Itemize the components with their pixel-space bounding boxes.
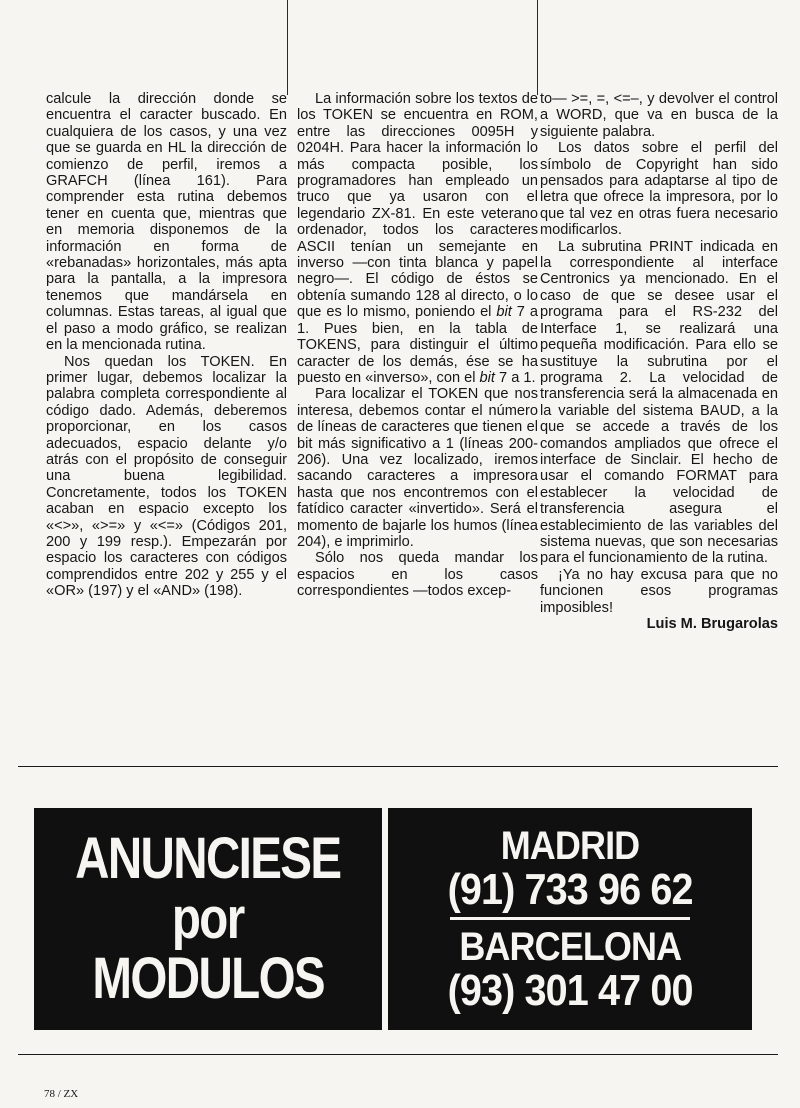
paragraph: Sólo nos queda mandar los espacios en los casos correspondientes —todos excep- (297, 550, 538, 600)
ad-panel-right (388, 808, 752, 1030)
column-rule-right (537, 0, 538, 95)
paragraph: calcule la dirección donde se encuentra el caracter buscado. En cualquiera de los casos, y una vez que se guarda en HL la dirección de comienzo de perfil, iremos a GRAFCH (línea 161). Para comprender esta rutina debemos tener en cuenta que, mientras que en memoria disponemos de la información en forma de «rebanadas» horizontales, más apta para la pantalla, a la impresora tenemos que mandársela en columnas. Estas tareas, al igual que el paso a modo gráfico, se realizan en la mencionada rutina. (46, 91, 287, 354)
text-run: La información sobre los textos de los TOKEN se encuentra en ROM, entre las direcciones 0095H y 0204H. Para hacer la información lo más compacta posible, los programadores han empleado un truco que ya usaron con el legendario ZX-81. En este veterano ordenador, todos los caracteres ASCII tenían un semejante en inverso —con tinta blanca y papel negro—. El código de éstos se obtenía sumando 128 al directo, o lo que es lo mismo, poniendo el (297, 91, 538, 321)
paragraph: ¡Ya no hay excusa para que no funcionen esos programas imposibles! (540, 566, 778, 616)
ad-headline: por (172, 886, 244, 951)
paragraph: to— >=, =, <=–, y devolver el control a WORD, que va en busca de la siguiente palabra. (540, 91, 778, 140)
paragraph: La subrutina PRINT indicada en la correspondiente al interface Centronics ya mencionado. En el caso de que se desee usar el programa para el RS-232 del Interface 1, se realizará una pequeña modificación. Para ello se sustituye la subrutina por el programa 2. La velocidad de transferencia será la almacenada en la variable del sistema BAUD, a la que se accede a través de los comandos ampliados que ofrece el interface de Sinclair. El hecho de usar el comando FORMAT para establecer la velocidad de transferencia asegura el establecimiento de las variables del sistema nuevas, que son necesarias para el funcionamiento de la rutina. (540, 238, 778, 567)
paragraph (297, 91, 538, 386)
ad-phone-madrid: (91) 733 96 62 (447, 864, 693, 914)
ad-city-barcelona: BARCELONA (459, 924, 681, 969)
divider-top (18, 766, 778, 767)
divider-bottom (18, 1054, 778, 1055)
ad-separator (450, 917, 690, 920)
page-folio: 78 / ZX (44, 1088, 79, 1100)
text-run: 7 a 1. Pues bien, en la tabla de TOKENS, para distinguir el último caracter de los demás, ése se ha puesto en «inverso», con el (297, 304, 539, 386)
text-run: 7 a 1. (494, 369, 536, 386)
ad-headline: ANUNCIESE (75, 826, 341, 891)
paragraph: Para localizar el TOKEN que nos interesa, debemos contar el número de líneas de caracteres que tienen el bit más significativo a 1 (líneas 200-206). Una vez localizado, iremos sacando caracteres a impresora hasta que nos encontremos con el fatídico caracter «invertido». Será el momento de bajarle los humos (línea 204), e imprimirlo. (297, 386, 538, 550)
column-rule-left (287, 0, 288, 95)
article-column-3 (540, 91, 778, 632)
paragraph: Nos quedan los TOKEN. En primer lugar, debemos localizar la palabra completa correspondiente al código dado. Además, deberemos proporcionar, en los casos adecuados, espacio delante y/o atrás con el propósito de conseguir una buena legibilidad. Concretamente, todos los TOKEN acaban en espacio excepto los «<>», «>=» y «<=» (Códigos 201, 200 y 199 resp.). Empezarán por espacio los caracteres con códigos comprendidos entre 202 y 255 y el «OR» (197) y el «AND» (198). (46, 353, 287, 600)
paragraph: Los datos sobre el perfil del símbolo de Copyright han sido pensados para adaptarse al tipo de letra que ofrece la impresora, por lo que tal vez en otras fuera necesario modificarlos. (540, 140, 778, 239)
italic-term: bit (496, 304, 512, 321)
ad-panel-left (34, 808, 382, 1030)
ad-headline: MODULOS (92, 946, 324, 1011)
italic-term: bit (479, 369, 495, 386)
article-column-1 (46, 91, 287, 600)
author-signature: Luis M. Brugarolas (646, 616, 778, 632)
ad-city-madrid: MADRID (500, 823, 640, 868)
ad-phone-barcelona: (93) 301 47 00 (447, 965, 693, 1015)
article-column-2 (297, 91, 538, 600)
